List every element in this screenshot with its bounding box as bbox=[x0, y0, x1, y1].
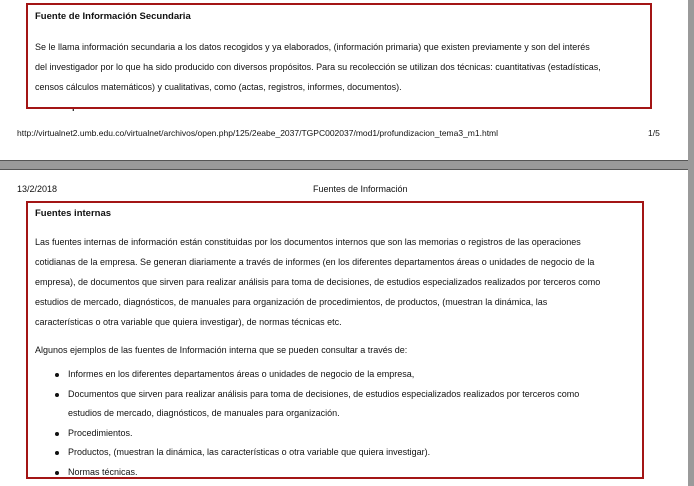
section-heading-secondary: Fuente de Información Secundaria bbox=[35, 11, 191, 22]
paragraph-line: censos cálculos matemáticos) y cualitativas, como (actas, registros, informes, documentos). bbox=[35, 82, 402, 92]
paragraph-line: estudios de mercado, diagnósticos, de manuales para organización de procedimientos, de productos, (muestran la dinámica, las bbox=[35, 297, 548, 307]
header-date: 13/2/2018 bbox=[17, 184, 58, 194]
list-item-line: estudios de mercado, diagnósticos, de manuales para organización. bbox=[68, 408, 340, 418]
paragraph-line: empresa), de documentos que sirven para realizar análisis para toma de decisiones, de estudios especializados realizados por terceros como bbox=[35, 277, 601, 287]
section-heading-internal: Fuentes internas bbox=[35, 208, 112, 219]
list-item-line: Procedimientos. bbox=[68, 427, 133, 438]
paragraph-line: Se le llama información secundaria a los datos recogidos y ya elaborados, (información primaria) que existen previamente y son del interés bbox=[35, 42, 590, 52]
list-item bbox=[35, 463, 639, 483]
highlight-box-internal bbox=[26, 201, 644, 479]
viewer-scrollbar[interactable] bbox=[688, 0, 694, 486]
list-item-line: Documentos que sirven para realizar análisis para toma de decisiones, de estudios especializados realizados por terceros como bbox=[68, 388, 580, 399]
list-item bbox=[35, 385, 639, 424]
paragraph-line: características o otra variable que quiera investigar), de normas técnicas etc. bbox=[35, 317, 342, 327]
paragraph-line: cotidianas de la empresa. Se generan diariamente a través de informes (en los diferentes departamentos áreas o unidades de negocio de la bbox=[35, 257, 595, 267]
list-item-line: Normas técnicas. bbox=[68, 466, 138, 477]
footer-url: http://virtualnet2.umb.edu.co/virtualnet/archivos/open.php/125/2eabe_2037/TGPC002037/mod1/profundizacion_tema3_m1.html bbox=[17, 128, 499, 138]
header-title: Fuentes de Información bbox=[313, 184, 408, 194]
document-page-2 bbox=[0, 169, 688, 486]
list-item bbox=[35, 365, 639, 385]
paragraph-line: del investigador por lo que ha sido producido con diversos propósitos. Para su recolección se utilizan dos técnicas: cuantitativas (estadísticas, bbox=[35, 62, 601, 72]
document-page-1 bbox=[0, 0, 688, 161]
paragraph-internal bbox=[35, 232, 639, 332]
list-item bbox=[35, 424, 639, 444]
highlight-box-secondary bbox=[26, 3, 652, 109]
list-item-line: Informes en los diferentes departamentos áreas o unidades de negocio de la empresa, bbox=[68, 369, 415, 379]
paragraph-line: Las fuentes internas de información están constituidas por los documentos internos que son las memorias o registros de las operaciones bbox=[35, 237, 581, 247]
examples-list bbox=[35, 365, 639, 482]
list-item bbox=[35, 443, 639, 463]
footer-page-number: 1/5 bbox=[648, 128, 660, 138]
paragraph-secondary bbox=[35, 37, 647, 97]
list-item-line: Productos, (muestran la dinámica, las características o otra variable que quiera investigar). bbox=[68, 447, 431, 457]
examples-intro: Algunos ejemplos de las fuentes de Información interna que se pueden consultar a través de: bbox=[35, 345, 408, 355]
